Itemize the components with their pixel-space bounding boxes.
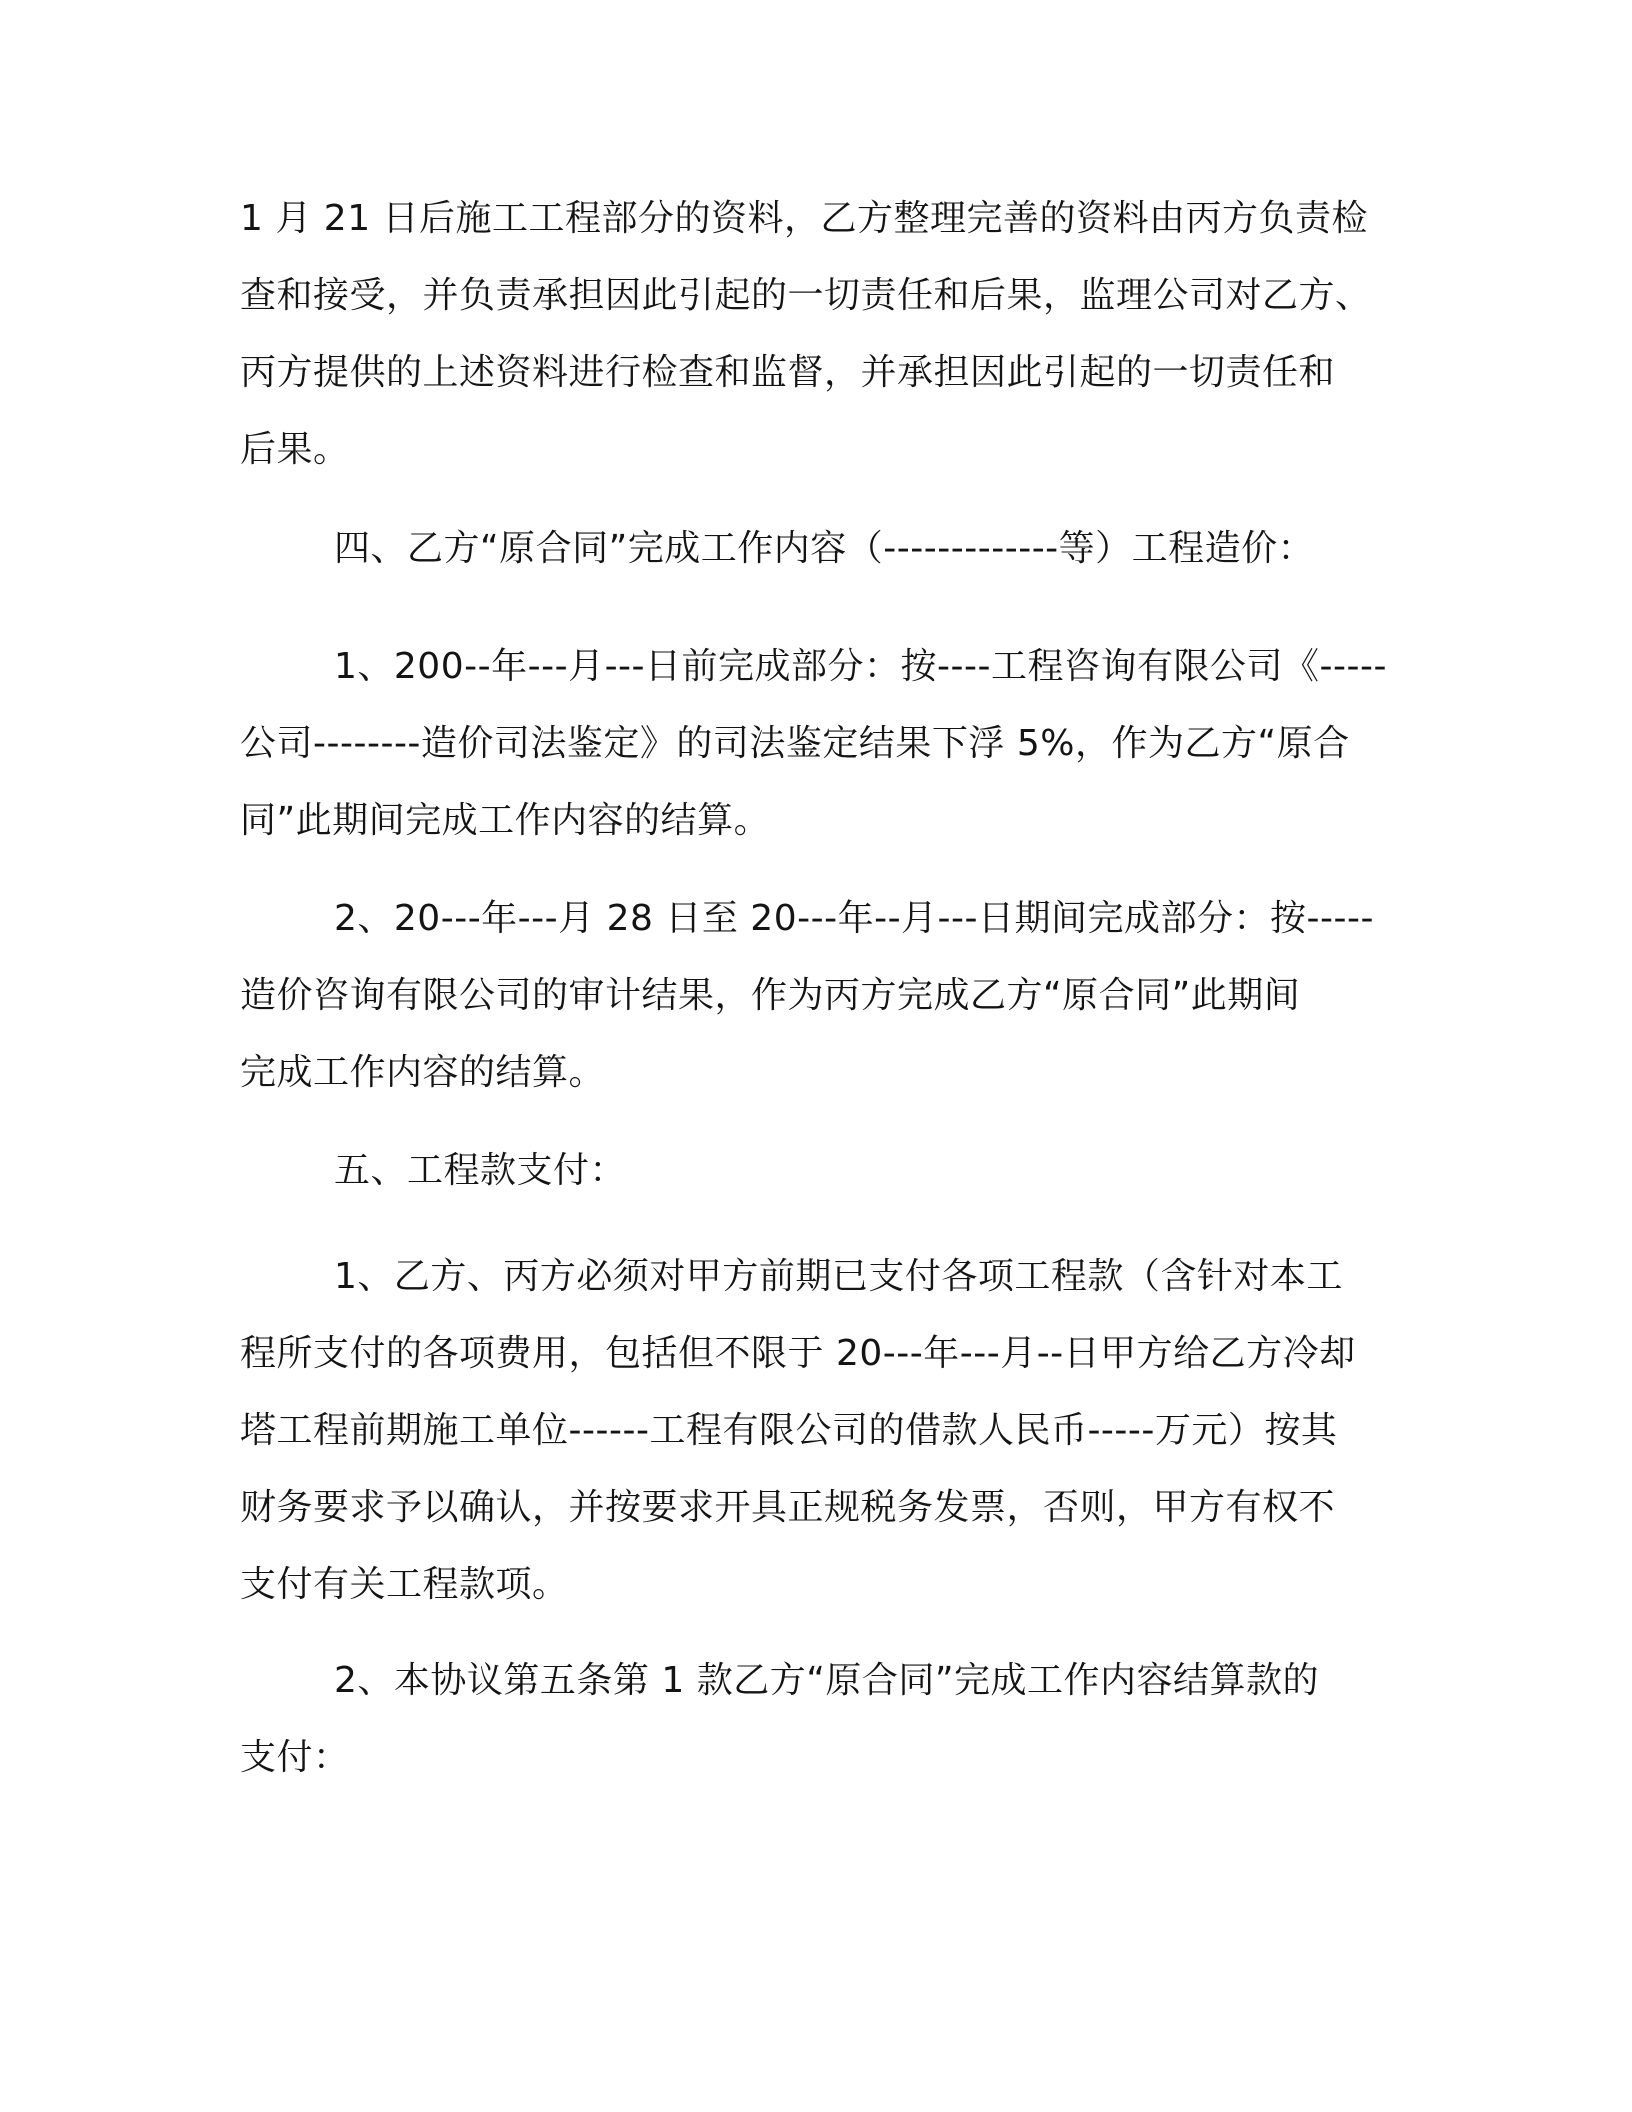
text-line: 1、乙方、丙方必须对甲方前期已支付各项工程款（含针对本工 xyxy=(334,1256,1343,1297)
text-line: 后果。 xyxy=(240,429,350,470)
text-line: 造价咨询有限公司的审计结果，作为丙方完成乙方“原合同”此期间 xyxy=(240,975,1301,1016)
text-line: 财务要求予以确认，并按要求开具正规税务发票，否则，甲方有权不 xyxy=(240,1487,1336,1528)
text-line: 四、乙方“原合同”完成工作内容（-------------等）工程造价： xyxy=(334,528,1315,569)
text-line: 1 月 21 日后施工工程部分的资料，乙方整理完善的资料由丙方负责检 xyxy=(240,198,1369,239)
text-line: 同”此期间完成工作内容的结算。 xyxy=(240,800,771,841)
text-line: 2、本协议第五条第 1 款乙方“原合同”完成工作内容结算款的 xyxy=(334,1660,1319,1701)
text-line: 支付有关工程款项。 xyxy=(240,1564,569,1605)
paragraph-4-2 xyxy=(240,880,1390,1111)
text-line: 2、20---年---月 28 日至 20---年--月---日期间完成部分：按----- xyxy=(334,898,1374,939)
text-line: 完成工作内容的结算。 xyxy=(240,1052,606,1093)
paragraph-4-1 xyxy=(240,628,1390,859)
paragraph-5-1 xyxy=(240,1238,1390,1623)
text-line: 程所支付的各项费用，包括但不限于 20---年---月--日甲方给乙方冷却 xyxy=(240,1333,1356,1374)
text-line: 支付： xyxy=(240,1737,350,1778)
paragraph-1 xyxy=(240,180,1390,488)
text-line: 1、200--年---月---日前完成部分：按----工程咨询有限公司《----- xyxy=(334,646,1387,687)
section-heading-4 xyxy=(240,510,1390,587)
text-line: 公司--------造价司法鉴定》的司法鉴定结果下浮 5%，作为乙方“原合 xyxy=(240,723,1350,764)
text-line: 丙方提供的上述资料进行检查和监督，并承担因此引起的一切责任和 xyxy=(240,352,1336,393)
text-line: 查和接受，并负责承担因此引起的一切责任和后果，监理公司对乙方、 xyxy=(240,275,1372,316)
section-heading-5 xyxy=(240,1132,1390,1209)
text-line: 塔工程前期施工单位------工程有限公司的借款人民币-----万元）按其 xyxy=(240,1410,1338,1451)
text-line: 五、工程款支付： xyxy=(334,1150,627,1191)
paragraph-5-2 xyxy=(240,1642,1390,1796)
